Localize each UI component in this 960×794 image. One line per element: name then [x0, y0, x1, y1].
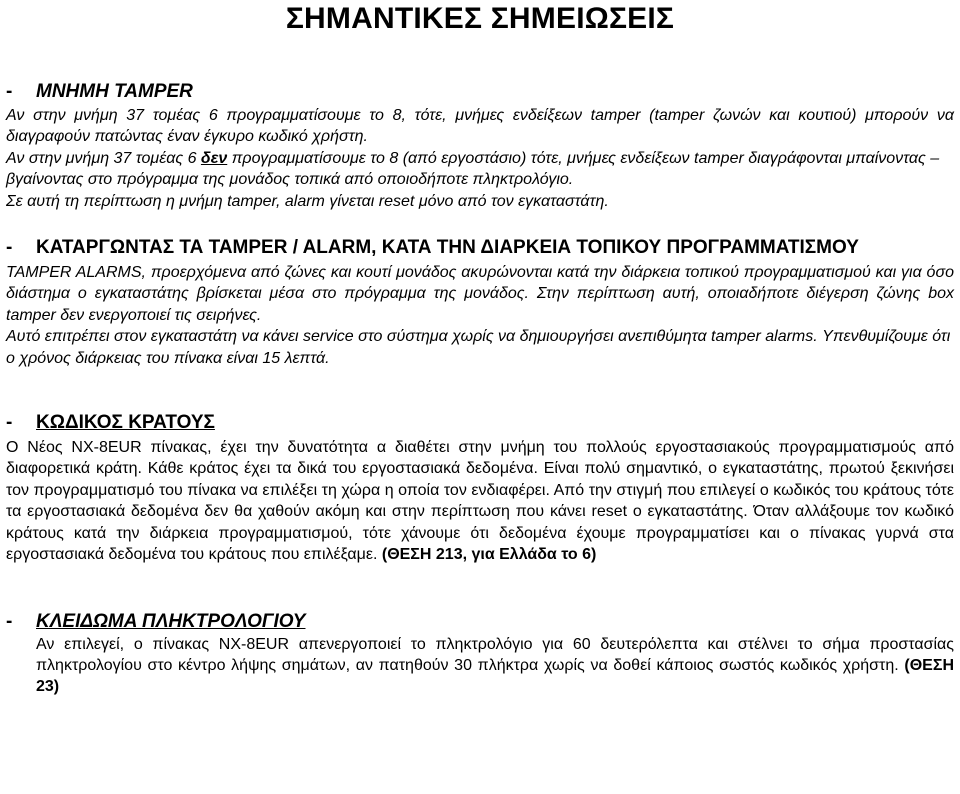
paragraph-text: Αν επιλεγεί, ο πίνακας NX-8EUR απενεργοποιεί το πληκτρολόγιο για 60 δευτερόλεπτα και στέλνει το σήμα προστασίας πληκτρολογίου στο κέντρο λήψης σημάτων, αν πατηθούν 30 πλήκτρα χωρίς να δοθεί κάποιος σωστός κωδικός χρήστη.: [36, 635, 954, 674]
heading-text: ΜΝΗΜΗ TAMPER: [36, 81, 193, 102]
section-keypad-lockout: [6, 610, 954, 698]
heading-text: ΚΩΔΙΚΟΣ ΚΡΑΤΟΥΣ: [36, 412, 215, 434]
heading-dash: -: [6, 237, 13, 259]
paragraph: Σε αυτή τη περίπτωση η μνήμη tamper, alarm γίνεται reset μόνο από τον εγκαταστάτη.: [6, 192, 609, 210]
section-heading: [6, 80, 954, 104]
paragraph: [6, 634, 954, 698]
heading-dash: -: [6, 412, 13, 434]
paragraph: [6, 437, 954, 565]
section-heading: [6, 411, 954, 435]
heading-text: ΚΛΕΙΔΩΜΑ ΠΛΗΚΤΡΟΛΟΓΙΟΥ: [36, 610, 306, 632]
paragraph: TAMPER ALARMS, προερχόμενα από ζώνες και κουτί μονάδος ακυρώνονται κατά την διάρκεια τοπικού προγραμματισμού και για όσο διάστημα ο εγκαταστάτης βρίσκεται μέσα στο πρόγραμμα της μονάδος. Στην περίπτωση αυτή, οποιαδήποτε διέγερση ζώνης box tamper δεν ενεργοποιεί τις σειρήνες.: [6, 264, 954, 324]
heading-dash: -: [6, 610, 13, 632]
heading-dash: -: [6, 81, 13, 102]
page-title: ΣΗΜΑΝΤΙΚΕΣ ΣΗΜΕΙΩΣΕΙΣ: [285, 2, 675, 35]
paragraph: [6, 148, 954, 191]
paragraph: Αυτό επιτρέπει στον εγκαταστάτη να κάνει service στο σύστημα χωρίς να δημιουργήσει ανεπιθύμητα tamper alarms. Υπενθυμίζουμε ότι ο χρόνος διάρκειας του πίνακα είναι 15 λεπτά.: [6, 328, 951, 367]
emphasis-text: (ΘΕΣΗ 213, για Ελλάδα το 6): [381, 546, 597, 564]
section-tamper-disable: [6, 236, 954, 369]
emphasis-text: (ΘΕΣΗ 23): [36, 656, 954, 696]
section-heading: [6, 610, 954, 634]
heading-text: ΚΑΤΑΡΓΩΝΤΑΣ ΤΑ TAMPER / ALARM, ΚΑΤΑ ΤΗΝ ΔΙΑΡΚΕΙΑ ΤΟΠΙΚΟΥ ΠΡΟΓΡΑΜΜΑΤΙΣΜΟΥ: [36, 237, 859, 259]
paragraph-text: Αν στην μνήμη 37 τομέας 6: [6, 149, 201, 167]
section-tamper-memory: [6, 80, 954, 212]
document-page: [6, 0, 954, 698]
paragraph: Αν στην μνήμη 37 τομέας 6 προγραμματίσουμε το 8, τότε, μνήμες ενδείξεων tamper (tamper ζωνών και κουτιού) μπορούν να διαγραφούν πατώντας έναν έγκυρο κωδικό χρήστη.: [6, 107, 954, 146]
section-heading: [6, 236, 954, 260]
section-country-code: [6, 411, 954, 565]
paragraph-text: προγραμματίσουμε το 8 (από εργοστάσιο) τότε, μνήμες ενδείξεων tamper διαγράφονται μπαίνοντας – βγαίνοντας στο πρόγραμμα της μονάδος τοπικά από οποιοδήποτε πληκτρολόγιο.: [6, 149, 940, 189]
emphasis-text: δεν: [200, 149, 228, 167]
paragraph-text: Ο Νέος NX-8EUR πίνακας, έχει την δυνατότητα α διαθέτει στην μνήμη του πολλούς εργοστασιακούς προγραμματισμούς από διαφορετικά κράτη. Κάθε κράτος έχει τα δικά του εργοστασιακά δεδομένα. Είναι πολύ σημαντικό, ο εγκαταστάτης, πρωτού ξεκινήσει τον προγραμματισμό του πίνακα να επιλέξει τη χώρα η οποία τον ενδιαφέρει. Από την στιγμή που επιλεγεί ο κωδικός του κράτους τότε τα εργοστασιακά δεδομένα δεν θα χαθούν ακόμη και στην περίπτωση που κάνει reset ο εγκαταστάτης. Όταν αλλάξουμε τον κωδικό κράτους κατά την διάρκεια προγραμματισμού, τότε χάνουμε ότι δεδομένα έχουμε προγραμματίσει και ο πίνακας γυρνά στα εργοστασιακά δεδομένα του κράτους που επιλέξαμε.: [6, 439, 954, 564]
